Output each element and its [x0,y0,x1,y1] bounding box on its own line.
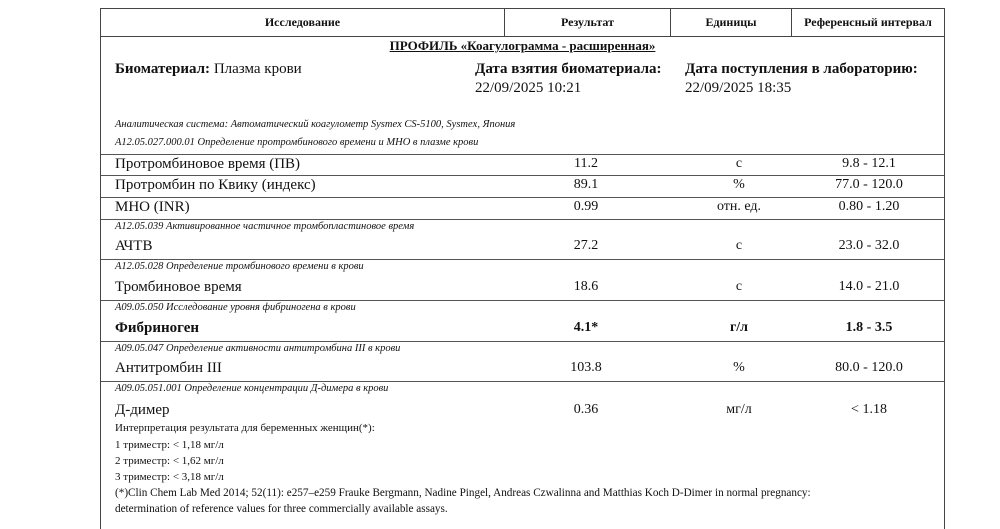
test-name: Протромбиновое время (ПВ) [115,156,301,172]
test-unit: с [735,238,743,253]
test-reference: 0.80 - 1.20 [838,199,900,214]
test-reference: < 1.18 [851,402,887,417]
test-reference: 14.0 - 21.0 [838,279,900,294]
test-unit: % [733,177,745,192]
group-code: A09.05.047 Определение активности антитромбина III в крови [115,343,401,354]
test-name: АЧТВ [115,238,153,254]
header-result: Результат [560,15,614,29]
test-reference: 1.8 - 3.5 [845,320,893,335]
test-unit: отн. ед. [716,199,762,214]
table-row [101,278,944,298]
header-units: Единицы [705,15,757,29]
test-reference: 80.0 - 120.0 [835,360,903,375]
test-unit: % [733,360,745,375]
test-result: 103.8 [570,360,602,375]
trimester-1: 1 триместр: < 1,18 мг/л [115,439,224,451]
group-code: A12.05.027.000.01 Определение протромбинового времени и МНО в плазме крови [115,137,479,148]
table-row [101,155,944,175]
header-study: Исследование [264,15,341,29]
received-label: Дата поступления в лабораторию: [685,61,918,77]
test-result: 89.1 [573,177,599,192]
test-name: Антитромбин III [115,360,222,376]
test-reference: 9.8 - 12.1 [842,156,896,171]
group-code: A09.05.051.001 Определение концентрации Д-димера в крови [115,383,389,394]
interpretation-note: Интерпретация результата для беременных женщин(*): [115,422,375,434]
test-reference: 23.0 - 32.0 [838,238,900,253]
table-row [101,319,944,339]
table-row [101,176,944,196]
test-name: Д-димер [115,402,170,418]
test-unit: г/л [729,320,749,335]
test-name: Протромбин по Квику (индекс) [115,177,316,193]
trimester-3: 3 триместр: < 3,18 мг/л [115,471,224,483]
table-row [101,198,944,218]
taken-value: 22/09/2025 10:21 [475,80,582,96]
biomaterial [115,61,302,78]
test-unit: мг/л [726,402,752,417]
taken-label: Дата взятия биоматериала: [475,61,662,77]
analytic-system: Аналитическая система: Автоматический коагулометр Sysmex CS-5100, Sysmex, Япония [115,119,516,130]
biomaterial-value: Плазма крови [213,61,302,77]
test-result: 18.6 [573,279,599,294]
test-name: Фибриноген [115,320,200,336]
test-result: 27.2 [573,238,599,253]
lab-report [100,8,945,529]
test-name: МНО (INR) [115,199,190,215]
table-header [101,9,944,37]
group-code: A12.05.028 Определение тромбинового времени в крови [115,261,364,272]
profile-title: ПРОФИЛЬ «Коагулограмма - расширенная» [389,38,656,53]
test-reference: 77.0 - 120.0 [835,177,903,192]
test-unit: с [735,156,743,171]
group-code: A09.05.050 Исследование уровня фибриногена в крови [115,302,356,313]
test-result: 11.2 [574,156,598,171]
received-value: 22/09/2025 18:35 [685,80,792,96]
table-row [101,237,944,257]
test-unit: с [735,279,743,294]
citation-line-2: determination of reference values for three commercially available assays. [115,503,448,515]
group-code: A12.05.039 Активированное частичное тромбопластиновое время [115,221,415,232]
biomaterial-label: Биоматериал: [115,61,211,77]
citation-line-1: (*)Clin Chem Lab Med 2014; 52(11): e257–e259 Frauke Bergmann, Nadine Pingel, Andreas Czwalinna and Matthias Koch D-Dimer in normal pregnancy: [115,487,811,499]
header-reference: Референсный интервал [804,15,932,29]
trimester-2: 2 триместр: < 1,62 мг/л [115,455,224,467]
table-row [101,401,944,421]
test-result: 0.36 [573,402,599,417]
test-result: 4.1* [573,320,599,335]
test-result: 0.99 [573,199,599,214]
table-row [101,359,944,379]
test-name: Тромбиновое время [115,279,242,295]
